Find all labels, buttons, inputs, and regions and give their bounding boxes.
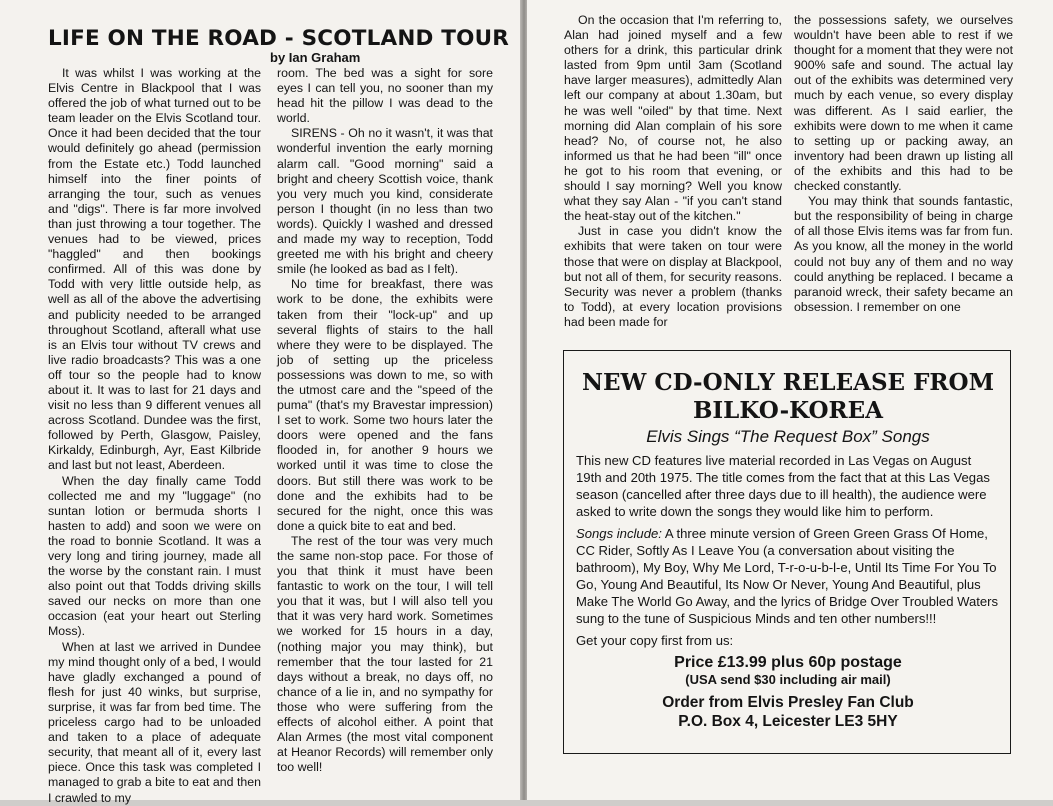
paragraph: It was whilst I was working at the Elvis Centre in Blackpool that I was offered the job of what turned out to be team leader on the Elvis Scotland tour. Once it had been decided that the tour would definitely go ahead (permission from the Estate etc.) Todd launched himself into the finer points of arranging the tour, such as venues and "digs". There is far more involved than just throwing a tour together. The venues had to be viewed, prices "haggled" and then bookings confirmed. All of this was done by Todd with very little outside help, as well as all of the above the advertising and publicity needed to be arranged throughout Scotland, afterall what use is an Elvis tour without TV crews and live radio broadcasts? This was a one off tour so the people had to know about it. It was to last for 21 days and visit no less than 9 different venues all across Scotland. Dundee was the first, followed by Perth, Glasgow, Paisley, Kirkaldy, Edinburgh, Ayr, East Kilbride and last but not least, Aberdeen. <box>48 66 261 473</box>
songs-lead: Songs include: <box>576 526 662 541</box>
advert-price-note: (USA send $30 including air mail) <box>685 672 891 687</box>
article-column-3 <box>564 13 782 330</box>
article-column-2 <box>277 66 493 775</box>
advert-order-line-1: Order from Elvis Presley Fan Club <box>662 694 914 711</box>
left-page <box>0 0 522 805</box>
advert-headline-line-1: NEW CD-ONLY RELEASE FROM <box>581 369 995 396</box>
paragraph: the possessions safety, we ourselves wouldn't have been able to rest if we thought for a moment that they were not 900% safe and sound. The actual lay out of the exhibits was determined very much by each venue, so every display was different. As I said earlier, the exhibits were down to me when it came to setting up or packing away, an inventory had been drawn up listing all of the exhibits and this had to be checked constantly. <box>794 13 1013 194</box>
article-column-1 <box>48 66 261 806</box>
advert-subtitle: Elvis Sings “The Request Box” Songs <box>646 427 930 446</box>
paragraph: On the occasion that I'm referring to, Alan had joined myself and a few others for a drink, this particular drink lasted from 9pm until 3am (Scotland have larger measures), admittedly Alan left our company at about 1.30am, but he was well "oiled" by that time. Next morning did Alan complain of his sore head? No, of course not, he also informed us that he had been "ill" once he got to his room that evening, or should I say morning? Well you know what they say Alan - "if you can't stand the heat-stay out of the kitchen." <box>564 13 782 224</box>
songs-text: A three minute version of Green Green Grass Of Home, CC Rider, Softly As I Leave You (a conversation about visiting the bathroom), My Boy, Why Me Lord, T-r-o-u-b-l-e, Until Its Time For You To Go, Young And Beautiful, Its Now Or Never, Young And Beautiful, plus Make The World Go Away, and the lyrics of Bridge Over Troubled Waters sung to the tune of Suspicious Minds and ten other numbers!!! <box>576 526 999 626</box>
paragraph: When the day finally came Todd collected me and my "luggage" (no suntan lotion or bermuda shorts I hasten to add) and soon we were on the road to bonnie Scotland. It was a very long and tiring journey, made all the worse by the constant rain. I must also point out that Todds driving skills saved our necks on more than one occasion (eat your heart out Sterling Moss). <box>48 473 261 639</box>
paragraph: When at last we arrived in Dundee my mind thought only of a bed, I would have gladly exchanged a pound of flesh for just 40 winks, but surprise, surprise, it was far from bed time. The priceless cargo had to be unloaded and taken to a place of adequate security, that meant all of it, every last piece. Once this task was completed I managed to grab a bite to eat and then I crawled to my <box>48 639 261 805</box>
advert-cta: Get your copy first from us: <box>576 633 734 648</box>
paragraph: room. The bed was a sight for sore eyes I can tell you, no sooner than my head hit the pillow I was dead to the world. <box>277 66 493 126</box>
paragraph: No time for breakfast, there was work to be done, the exhibits were taken from their "lock-up" and up several flights of stairs to the hall where they were to be displayed. The job of setting up the priceless possessions was down to me, so with the utmost care and the "speed of the puma" (that's my Bravestar impression) I set to work. Some two hours later the doors were opened and the fans flooded in, for another 9 hours we worked until it was time to close the doors. But still there was work to be done and the exhibits had to be secured for the night, once this was done a quick bite to eat and bed. <box>277 277 493 533</box>
advert-headline-line-2: BILKO-KOREA <box>692 397 884 424</box>
advert-headline <box>576 369 1000 425</box>
paragraph: Just in case you didn't know the exhibits that were taken on tour were those that were on display at Blackpool, but not all of them, for security reasons. Security was never a problem (thanks to Todd), at every location provisions had been made for <box>564 224 782 329</box>
advert-song-list <box>576 525 1000 627</box>
article-byline: by Ian Graham <box>270 50 361 65</box>
paragraph: The rest of the tour was very much the same non-stop pace. For those of you that think it must have been fantastic to work on the tour, I will tell you that it was, but I will also tell you that it was very hard work. Sometimes we worked for 15 hours in a day, (nothing major you may think), but remember that the tour lasted for 21 days without a break, no days off, no chance of a lie in, and no sympathy for those who were suffering from the effects of alcohol either. A point that Alan Armes (the most vital component at Heanor Records) will remember only too well! <box>277 533 493 775</box>
advert-price: Price £13.99 plus 60p postage <box>674 654 902 671</box>
cd-release-advert <box>563 350 1011 754</box>
advert-description: This new CD features live material recorded in Las Vegas on August 19th and 20th 1975. The title comes from the fact that at this Las Vegas season (cancelled after three days due to ill health), the audience were asked to write down the songs they would like him to perform. <box>576 453 990 519</box>
advert-order-address: P.O. Box 4, Leicester LE3 5HY <box>678 713 898 730</box>
article-column-4 <box>794 13 1013 315</box>
paragraph: You may think that sounds fantastic, but the responsibility of being in charge of all those Elvis items was far from fun. As you know, all the money in the world could not buy any of them and no way could anything be replaced. I became a paranoid wreck, their safety became an obsession. I remember on one <box>794 194 1013 314</box>
article-title: LIFE ON THE ROAD - SCOTLAND TOUR <box>48 26 510 51</box>
paragraph: SIRENS - Oh no it wasn't, it was that wonderful invention the early morning alarm call. "Good morning" said a bright and cheery Scottish voice, thank you very much you kind, considerate person I thought (in no less than two words). Quickly I washed and dressed and made my way to reception, Todd greeted me with his bright and cheery smile (he looked as bad as I felt). <box>277 126 493 277</box>
